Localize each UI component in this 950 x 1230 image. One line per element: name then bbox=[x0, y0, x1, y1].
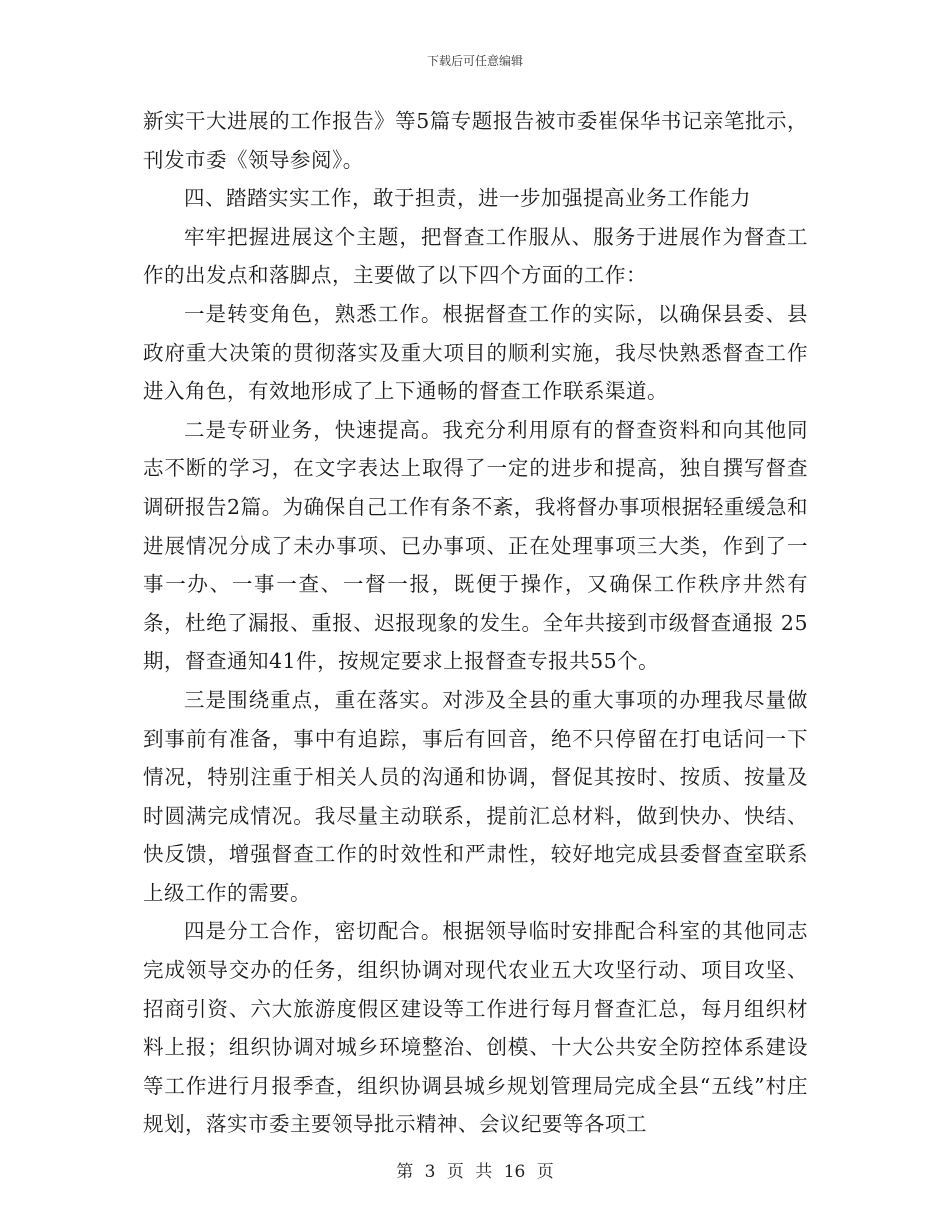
page-number: 第 3 页 共 16 页 bbox=[396, 1162, 554, 1182]
paragraph-continuation: 新实干大进展的工作报告》等5篇专题报告被市委崔保华书记亲笔批示，刊发市委《领导参阅》。 bbox=[143, 109, 808, 172]
paragraph-point-4: 四是分工合作，密切配合。根据领导临时安排配合科室的其他同志完成领导交办的任务，组织协调对现代农业五大攻坚行动、项目攻坚、招商引资、六大旅游度假区建设等工作进行每月督查汇总，每月组织材料上报；组织协调对城乡环境整治、创模、十大公共安全防控体系建设等工作进行月报季查，组织协调县城乡规划管理局完成全县“五线”村庄规划，落实市委主要领导批示精神、会议纪要等各项工 bbox=[143, 919, 808, 1137]
document-body bbox=[143, 102, 808, 1144]
paragraph-point-2: 二是专研业务，快速提高。我充分利用原有的督查资料和向其他同志不断的学习，在文字表达上取得了一定的进步和提高，独自撰写督查调研报告2篇。为确保自己工作有条不紊，我将督办事项根据轻重缓急和进展情况分成了未办事项、已办事项、正在处理事项三大类，作到了一事一办、一事一查、一督一报，既便于操作，又确保工作秩序井然有条，杜绝了漏报、重报、迟报现象的发生。全年共接到市级督查通报 25 期，督查通知41件，按规定要求上报督查专报共55个。 bbox=[143, 417, 808, 674]
paragraph-point-3: 三是围绕重点，重在落实。对涉及全县的重大事项的办理我尽量做到事前有准备，事中有追踪，事后有回音，绝不只停留在打电话问一下情况，特别注重于相关人员的沟通和协调，督促其按时、按质、按量及时圆满完成情况。我尽量主动联系，提前汇总材料，做到快办、快结、快反馈，增强督查工作的时效性和严肃性，较好地完成县委督查室联系上级工作的需要。 bbox=[143, 687, 808, 905]
page-header-note: 下载后可任意编辑 bbox=[426, 54, 523, 68]
section-heading: 四、踏踏实实工作，敢于担责，进一步加强提高业务工作能力 bbox=[184, 186, 751, 211]
paragraph-intro: 牢牢把握进展这个主题，把督查工作服从、服务于进展作为督查工作的出发点和落脚点，主要做了以下四个方面的工作： bbox=[143, 224, 808, 288]
paragraph-point-1: 一是转变角色，熟悉工作。根据督查工作的实际，以确保县委、县政府重大决策的贯彻落实及重大项目的顺利实施，我尽快熟悉督查工作进入角色，有效地形成了上下通畅的督查工作联系渠道。 bbox=[143, 301, 808, 404]
